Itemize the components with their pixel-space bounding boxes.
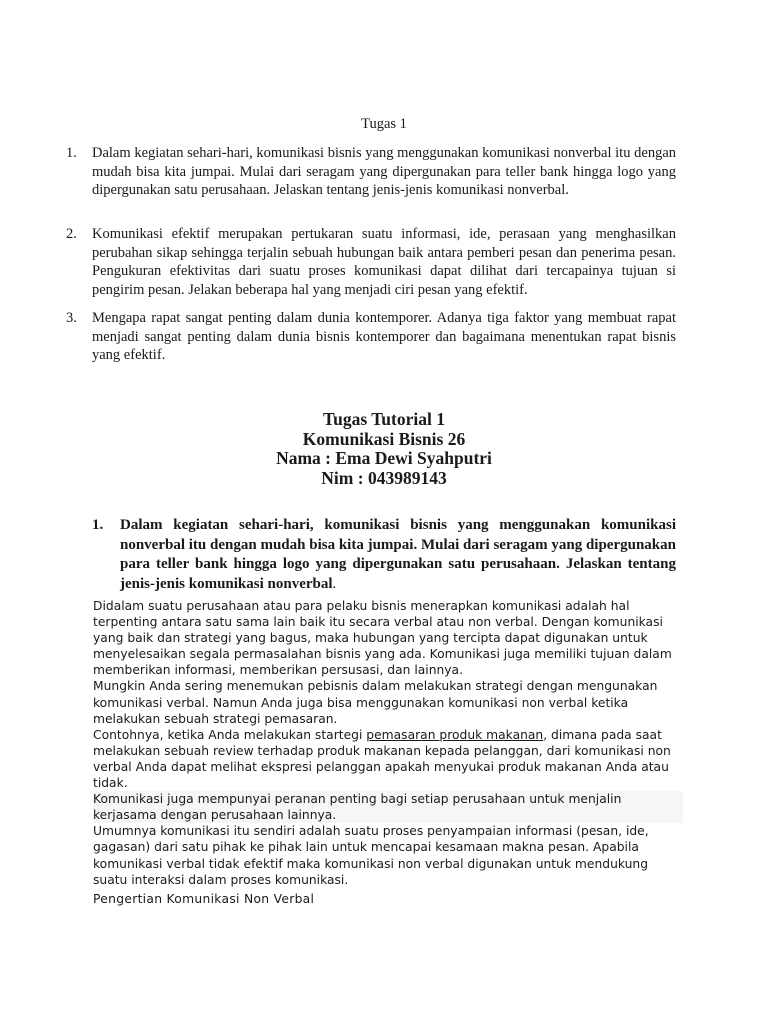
answer-paragraph-1: Didalam suatu perusahaan atau para pelaku bisnis menerapkan komunikasi adalah hal terpenting antara satu sama lain baik itu secara verbal atau non verbal. Dengan komunikasi yang baik dan strategi yang bagus, maka hubungan yang tercipta dapat digunakan untuk menyelesaikan segala permasalahan bisnis yang ada. Komunikasi juga memiliki tujuan dalam memberikan informasi, memberikan persusasi, dan lainnya. (93, 599, 672, 678)
question-1 (66, 144, 676, 200)
question-number: 2. (66, 226, 77, 242)
question-period: . (332, 576, 337, 593)
question-text-wrap (120, 516, 676, 595)
answer-paragraph-3-start: Contohnya, ketika Anda melakukan startegi (93, 727, 367, 742)
answer-body (93, 598, 683, 888)
question-text: Dalam kegiatan sehari-hari, komunikasi bisnis yang menggunakan komunikasi nonverbal itu dengan mudah bisa kita jumpai. Mulai dari seragam yang dipergunakan para teller bank hingga logo yang dipergunakan satu perusahaan. Jelaskan tentang jenis-jenis komunikasi nonverbal. (92, 145, 676, 199)
pemasaran-produk-link[interactable]: pemasaran produk makanan (366, 727, 544, 742)
section-subheading: Pengertian Komunikasi Non Verbal (93, 892, 315, 906)
header-title: Tugas Tutorial 1 (323, 409, 445, 429)
question-number: 1. (92, 517, 104, 533)
question-number: 1. (66, 145, 77, 161)
answer-paragraph-3 (93, 727, 683, 791)
header-course: Komunikasi Bisnis 26 (302, 428, 466, 449)
assignment-header (0, 410, 768, 488)
answer-paragraph-2: Mungkin Anda sering menemukan pebisnis dalam melakukan strategi dengan mengunakan komunikasi verbal. Namun Anda juga bisa menggunakan komunikasi non verbal ketika melakukan sebuah strategi pemasaran. (93, 679, 658, 726)
question-text: Dalam kegiatan sehari-hari, komunikasi bisnis yang menggunakan komunikasi nonverbal itu dengan mudah bisa kita jumpai. Mulai dari seragam yang dipergunakan para teller bank hingga logo yang dipergunakan satu perusahaan. Jelaskan tentang jenis-jenis komunikasi nonverbal (120, 517, 676, 593)
document-title: Tugas 1 (361, 116, 407, 132)
answer-paragraph-3-end: , dimana pada saat melakukan sebuah review terhadap produk makanan kepada pelanggan, dari komunikasi non verbal Anda dapat melihat ekspresi pelanggan apakah menyukai produk makanan Anda atau tidak. (93, 727, 671, 791)
header-name: Nama : Ema Dewi Syahputri (276, 448, 492, 469)
question-text: Komunikasi efektif merupakan pertukaran suatu informasi, ide, perasaan yang menghasilkan perubahan sikap sehingga terjalin sebuah hubungan baik antara pemberi pesan dan penerima pesan. Pengukuran efektivitas dari suatu proses komunikasi dapat dilihat dari tercapainya tujuan si pengirim pesan. Jelakan beberapa hal yang menjadi ciri pesan yang efektif. (92, 226, 676, 298)
question-3 (66, 309, 676, 365)
question-number: 3. (66, 310, 77, 326)
question-2 (66, 225, 676, 299)
answer-paragraph-5: Umumnya komunikasi itu sendiri adalah suatu proses penyampaian informasi (pesan, ide, gagasan) dari satu pihak ke pihak lain untuk mencapai kesamaan makna pesan. Apabila komunikasi verbal tidak efektif maka komunikasi non verbal digunakan untuk mendukung suatu interaksi dalam proses komunikasi. (93, 824, 649, 887)
answered-question (92, 516, 676, 595)
header-nim: Nim : 043989143 (321, 467, 447, 488)
question-text: Mengapa rapat sangat penting dalam dunia kontemporer. Adanya tiga faktor yang membuat rapat menjadi sangat penting dalam dunia bisnis kontemporer dan bagaimana menentukan rapat bisnis yang efektif. (92, 310, 676, 364)
answer-paragraph-4: Komunikasi juga mempunyai peranan penting bagi setiap perusahaan untuk menjalin kerjasama dengan perusahaan lainnya. (93, 791, 683, 823)
